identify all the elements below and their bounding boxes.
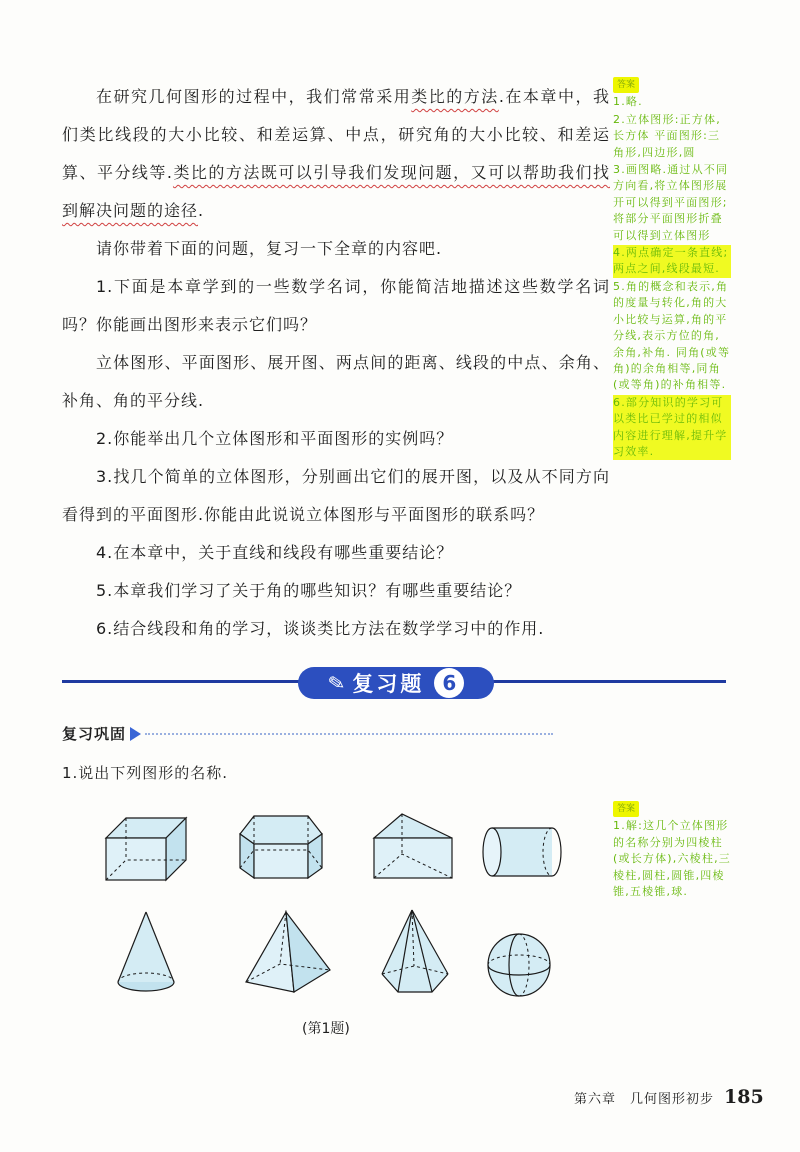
margin-answer-3: 3.画图略.通过从不同方向看,将立体图形展开可以得到平面图形;将部分平面图形折叠可以得到立体图形 <box>613 163 729 242</box>
margin-answer-4: 4.两点确定一条直线;两点之间,线段最短. <box>613 245 731 278</box>
question-5: 5.本章我们学习了关于角的哪些知识？有哪些重要结论？ <box>96 581 522 600</box>
highlight-analogy-sentence: 类比的方法既可以引导我们发现问题，又可以帮助我们找到解决问题的途径 <box>62 163 610 220</box>
margin-answer-1: 1.略. <box>613 95 643 109</box>
question-1: 1.下面是本章学到的一些数学名词，你能简洁地描述这些数学名词吗？你能画出图形来表示它们吗？ <box>62 277 610 334</box>
pentagonal-pyramid-figure <box>374 904 454 1000</box>
banner-title: 复习题 <box>352 672 425 696</box>
review-prompt: 请你带着下面的问题，复习一下全章的内容吧. <box>96 239 443 258</box>
banner-number: 6 <box>434 668 464 698</box>
terms-list: 立体图形、平面图形、展开图、两点间的距离、线段的中点、余角、补角、角的平分线. <box>62 353 610 410</box>
question-6: 6.结合线段和角的学习，谈谈类比方法在数学学习中的作用. <box>96 619 545 638</box>
margin-answer-6: 6.部分知识的学习可以类比已学过的相似内容进行理解,提升学习效率. <box>613 395 731 461</box>
highlight-analogy: 类比的方法 <box>411 87 499 106</box>
margin-answer-2: 2.立体图形:正方体,长方体 平面图形:三角形,四边形,圆 <box>613 112 721 159</box>
margin-answers-bottom <box>613 800 731 900</box>
figure-caption: (第1题) <box>302 1021 350 1037</box>
question-4: 4.在本章中，关于直线和线段有哪些重要结论？ <box>96 543 454 562</box>
section-label: 复习巩固 <box>62 725 127 743</box>
page-footer <box>574 1086 764 1108</box>
cuboid-figure <box>100 810 192 882</box>
chapter-title: 第六章 几何图形初步 <box>574 1092 715 1107</box>
pencil-icon: ✎ <box>325 669 347 697</box>
dotted-rule <box>145 733 553 735</box>
margin-answers-top <box>613 76 731 460</box>
page-number: 185 <box>724 1086 764 1108</box>
hexagonal-prism-figure <box>234 808 328 882</box>
sphere-figure <box>484 930 554 1000</box>
answer-tag: 答案 <box>613 801 639 817</box>
main-text <box>62 78 610 648</box>
question-2: 2.你能举出几个立体图形和平面图形的实例吗？ <box>96 429 454 448</box>
triangle-arrow-icon <box>130 727 141 741</box>
cone-figure <box>110 906 182 998</box>
triangular-prism-figure <box>368 806 458 882</box>
section-heading <box>62 723 553 744</box>
answer-tag: 答案 <box>613 77 639 93</box>
margin-answer-5: 5.角的概念和表示,角的度量与转化,角的大小比较与运算,角的平分线,表示方位的角,余角,补角. 同角(或等角)的余角相等,同角(或等角)的补角相等. <box>613 279 731 392</box>
exercise-1: 1.说出下列图形的名称. <box>62 764 229 782</box>
square-pyramid-figure <box>240 906 336 998</box>
margin-answer-exercise-1: 1.解:这几个立体图形的名称分别为四棱柱(或长方体),六棱柱,三棱柱,圆柱,圆锥,四棱锥,五棱锥,球. <box>613 819 731 899</box>
review-banner <box>298 667 494 699</box>
cylinder-figure <box>478 820 568 882</box>
intro-paragraph: 在研究几何图形的过程中，我们常常采用类比的方法.在本章中，我们类比线段的大小比较、和差运算、中点，研究角的大小比较、和差运算、平分线等.类比的方法既可以引导我们发现问题，又可以帮助我们找到解决问题的途径. <box>62 87 610 220</box>
question-3: 3.找几个简单的立体图形，分别画出它们的展开图，以及从不同方向看得到的平面图形.你能由此说说立体图形与平面图形的联系吗？ <box>62 467 610 524</box>
